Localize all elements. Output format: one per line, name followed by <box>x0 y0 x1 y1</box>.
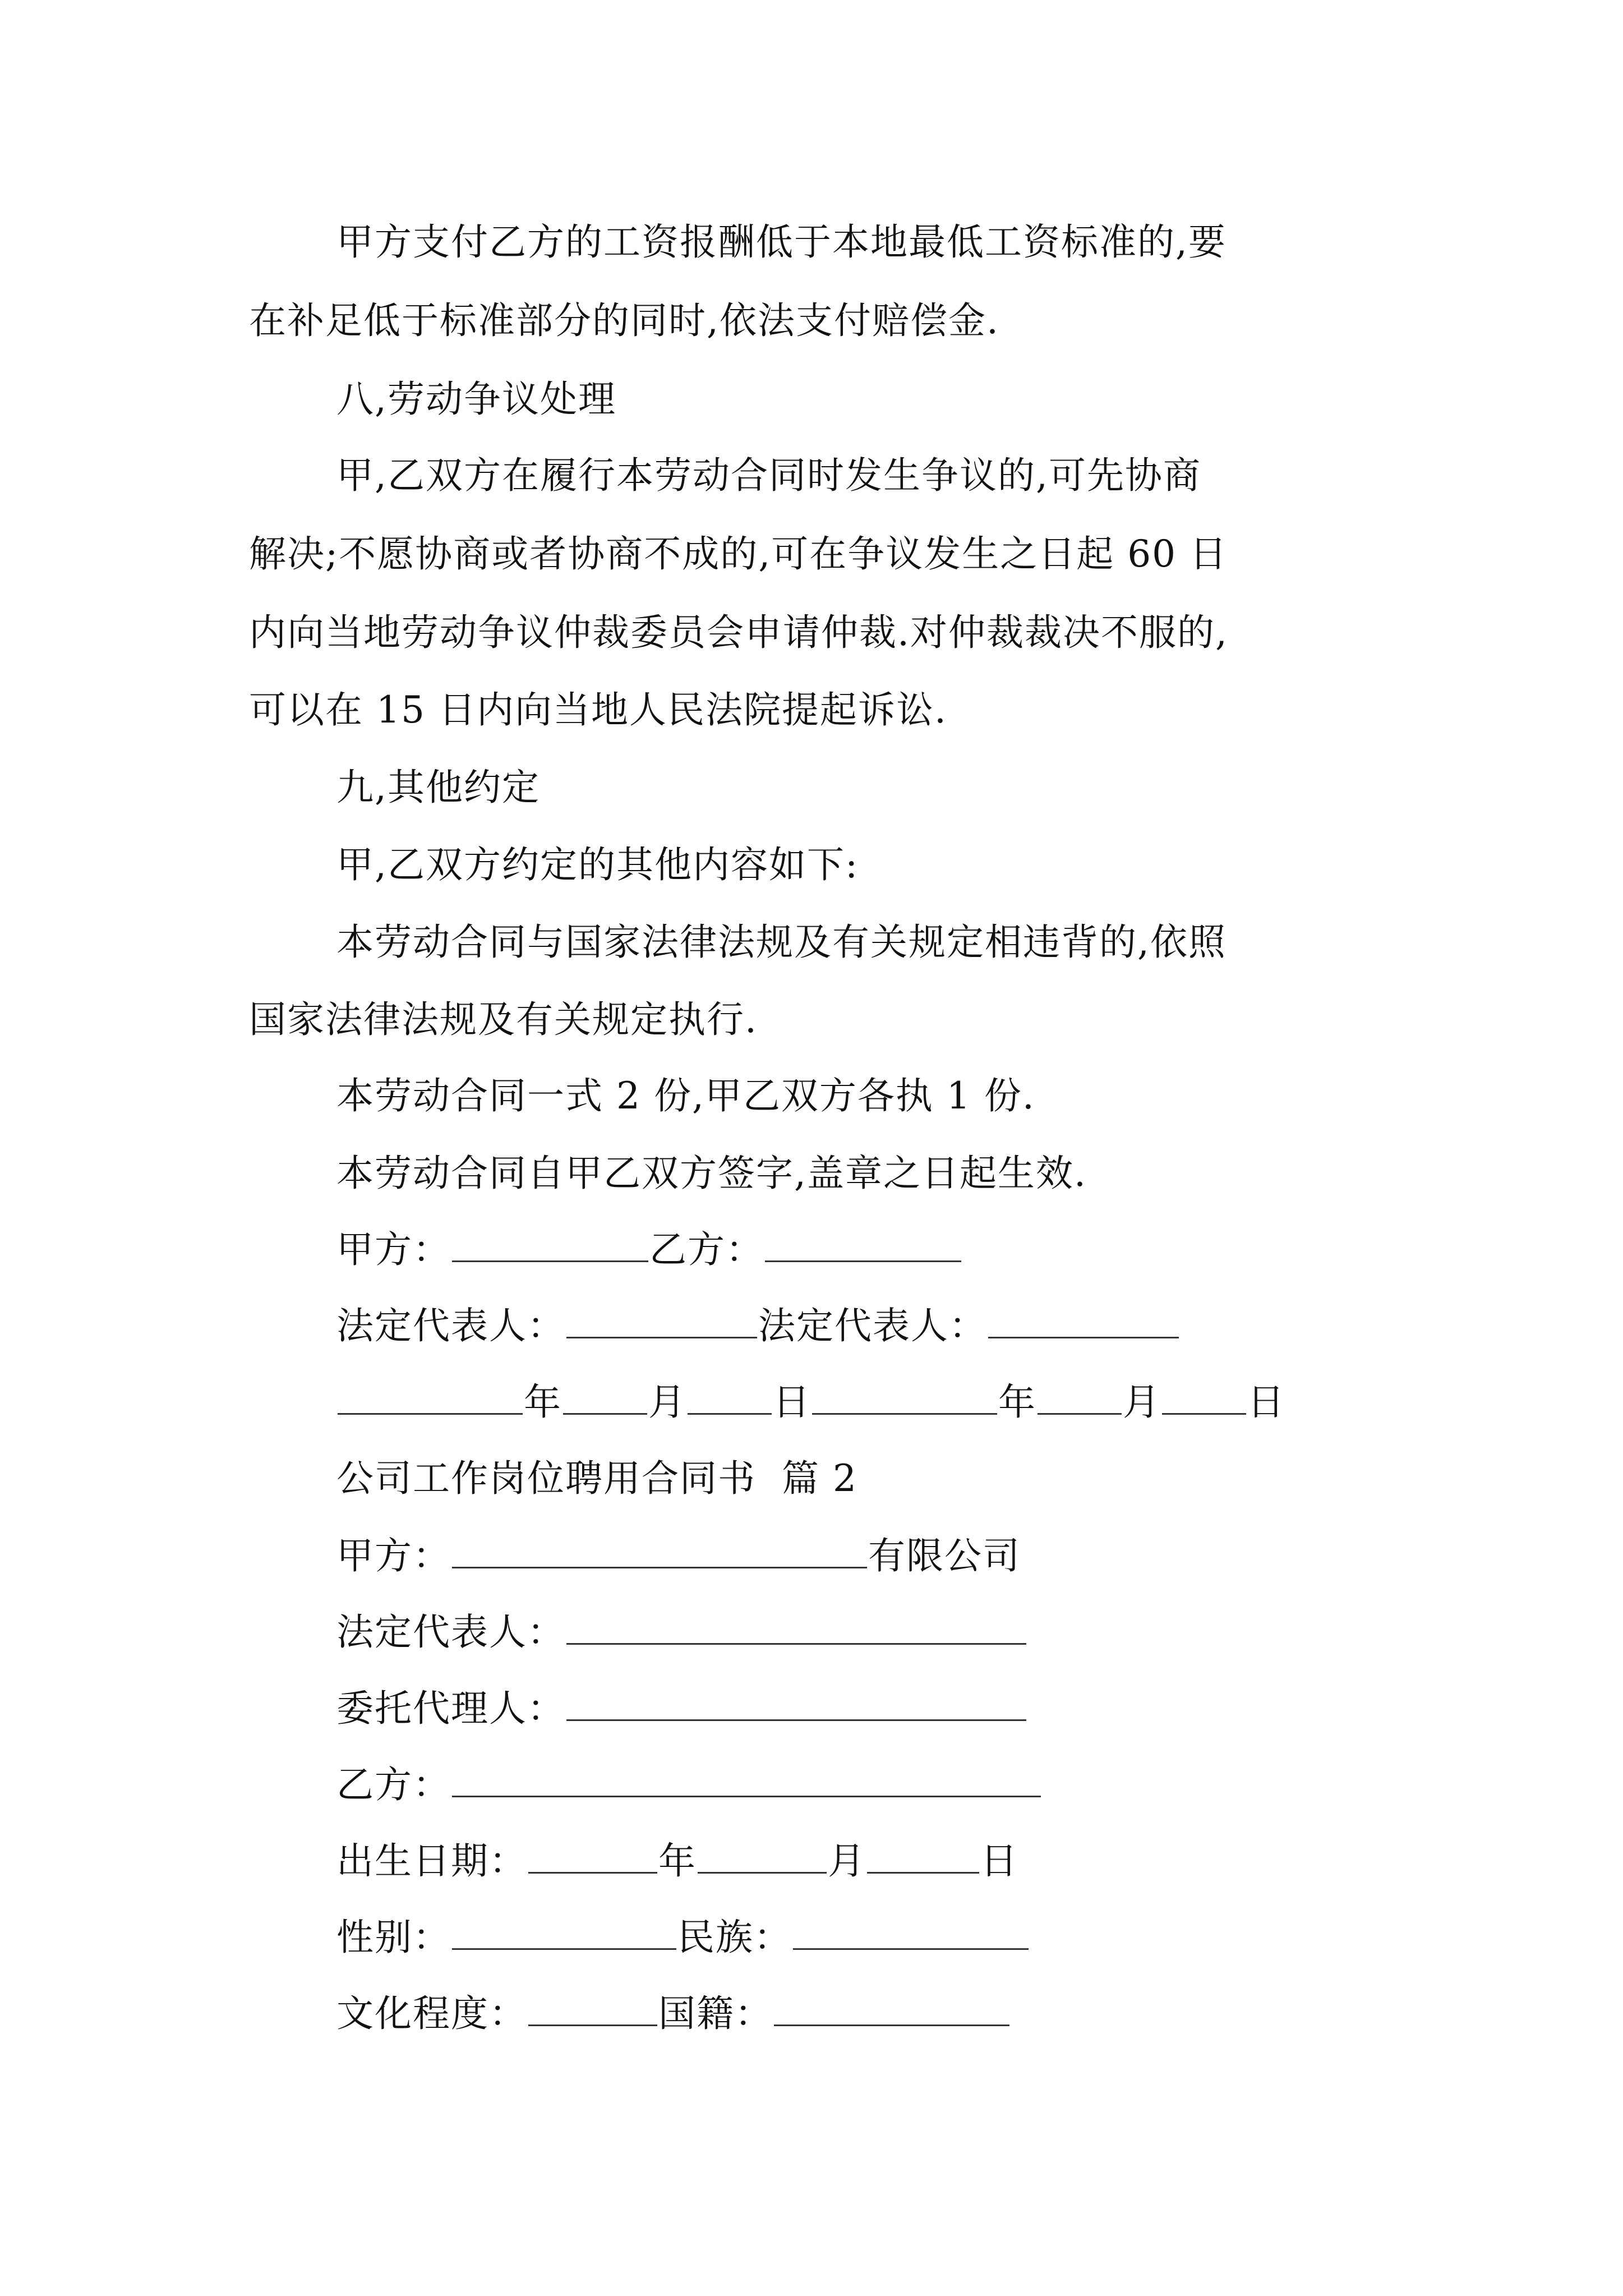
blank-field[interactable] <box>698 1842 827 1874</box>
blank-field[interactable] <box>688 1383 772 1415</box>
birth-date-line <box>336 1839 1018 1884</box>
month-label: 月 <box>828 1839 866 1883</box>
agent-label: 委托代理人： <box>336 1687 565 1730</box>
legal-rep-a-label: 法定代表人： <box>336 1304 565 1347</box>
blank-field[interactable] <box>452 1536 867 1568</box>
blank-field[interactable] <box>765 1230 961 1262</box>
party-b-line <box>336 1763 1042 1807</box>
blank-field[interactable] <box>793 1918 1029 1950</box>
education-nationality-line <box>336 1991 1011 2036</box>
paragraph-line: 解决;不愿协商或者协商不成的,可在争议发生之日起 60 日 <box>249 532 1228 576</box>
paragraph-line: 甲,乙双方在履行本劳动合同时发生争议的,可先协商 <box>336 454 1201 497</box>
party-b-label: 乙方： <box>649 1228 764 1271</box>
paragraph-line: 甲,乙双方约定的其他内容如下: <box>336 843 859 886</box>
blank-field[interactable] <box>528 1842 657 1874</box>
blank-field[interactable] <box>452 1765 1041 1797</box>
blank-field[interactable] <box>452 1918 676 1950</box>
paragraph-line: 可以在 15 日内向当地人民法院提起诉讼. <box>249 688 947 731</box>
nationality-label: 国籍： <box>658 1992 773 2035</box>
paragraph-line: 甲方支付乙方的工资报酬低于本地最低工资标准的,要 <box>336 220 1227 264</box>
month-label: 月 <box>648 1381 686 1424</box>
paragraph-line: 本劳动合同与国家法律法规及有关规定相违背的,依照 <box>336 921 1227 964</box>
paragraph-line: 在补足低于标准部分的同时,依法支付赔偿金. <box>249 299 999 342</box>
party-b-label: 乙方： <box>336 1763 451 1806</box>
blank-field[interactable] <box>566 1689 1026 1721</box>
blank-field[interactable] <box>988 1306 1179 1338</box>
education-label: 文化程度： <box>336 1992 527 2035</box>
blank-field[interactable] <box>1038 1383 1122 1415</box>
signature-party-line <box>336 1227 962 1272</box>
birth-date-label: 出生日期： <box>336 1839 527 1883</box>
paragraph-line: 国家法律法规及有关规定执行. <box>249 998 758 1041</box>
blank-field[interactable] <box>563 1383 647 1415</box>
gender-ethnicity-line <box>336 1915 1030 1960</box>
company-suffix: 有限公司 <box>868 1534 1021 1577</box>
blank-field[interactable] <box>774 1994 1009 2026</box>
blank-field[interactable] <box>867 1842 979 1874</box>
blank-field[interactable] <box>812 1383 997 1415</box>
blank-field[interactable] <box>566 1306 757 1338</box>
paragraph-line: 本劳动合同自甲乙双方签字,盖章之日起生效. <box>336 1152 1087 1195</box>
legal-rep-label: 法定代表人： <box>336 1611 565 1654</box>
month-label: 月 <box>1123 1381 1161 1424</box>
year-label: 年 <box>998 1381 1036 1424</box>
section-heading-9: 九,其他约定 <box>336 766 540 809</box>
party-a-label: 甲方： <box>336 1228 451 1271</box>
section-title: 公司工作岗位聘用合同书 篇 2 <box>336 1457 857 1500</box>
blank-field[interactable] <box>1162 1383 1246 1415</box>
legal-rep-b-label: 法定代表人： <box>758 1304 987 1347</box>
signature-rep-line <box>336 1304 1180 1349</box>
ethnicity-label: 民族： <box>677 1916 792 1959</box>
blank-field[interactable] <box>338 1383 523 1415</box>
paragraph-line: 内向当地劳动争议仲裁委员会申请仲裁.对仲裁裁决不服的, <box>249 611 1228 654</box>
section-heading-8: 八,劳动争议处理 <box>336 378 616 421</box>
blank-field[interactable] <box>528 1994 657 2026</box>
blank-field[interactable] <box>566 1613 1026 1645</box>
day-label: 日 <box>773 1381 811 1424</box>
party-a-label: 甲方： <box>336 1534 451 1577</box>
year-label: 年 <box>658 1839 697 1883</box>
agent-line <box>336 1686 1027 1731</box>
gender-label: 性别： <box>336 1916 451 1959</box>
blank-field[interactable] <box>452 1230 648 1262</box>
legal-rep-line <box>336 1610 1027 1655</box>
year-label: 年 <box>524 1381 562 1424</box>
day-label: 日 <box>1247 1381 1285 1424</box>
party-a-line <box>336 1534 1021 1579</box>
paragraph-line: 本劳动合同一式 2 份,甲乙双方各执 1 份. <box>336 1074 1035 1117</box>
day-label: 日 <box>980 1839 1018 1883</box>
signature-date-line <box>336 1380 1285 1425</box>
